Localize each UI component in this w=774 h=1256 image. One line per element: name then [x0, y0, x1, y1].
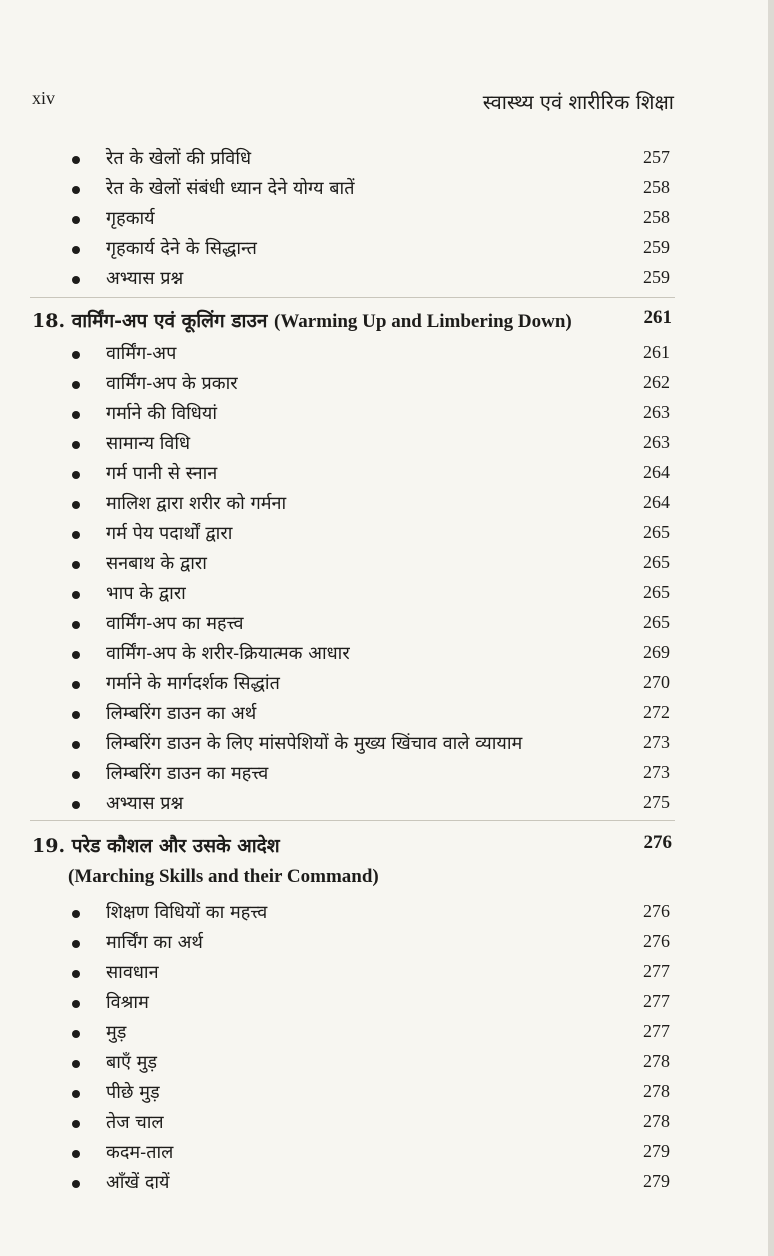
- entry-page-number: 277: [643, 961, 670, 981]
- chapter-title-english: (Warming Up and Limbering Down): [274, 311, 572, 332]
- bullet-icon: [72, 381, 80, 389]
- entry-title: आँखें दायें: [106, 1172, 170, 1193]
- toc-entry: [0, 729, 774, 759]
- chapter-number: 19.: [32, 835, 66, 857]
- entry-title: गर्म पानी से स्नान: [106, 463, 218, 484]
- toc-entry: [0, 519, 774, 549]
- toc-entry: [0, 144, 774, 174]
- toc-entry: [0, 988, 774, 1018]
- toc-entry: [0, 928, 774, 958]
- bullet-icon: [72, 351, 80, 359]
- entry-page-number: 277: [643, 991, 670, 1011]
- entry-page-number: 261: [643, 342, 670, 362]
- chapter-heading: [0, 830, 774, 864]
- entry-title: वार्मिंग-अप: [106, 343, 177, 364]
- entry-title: गर्माने के मार्गदर्शक सिद्धांत: [106, 673, 280, 694]
- chapter-title: [32, 307, 572, 333]
- entry-page-number: 278: [643, 1081, 670, 1101]
- toc-entry: [0, 759, 774, 789]
- chapter-heading: [0, 305, 774, 339]
- bullet-icon: [72, 501, 80, 509]
- bullet-icon: [72, 411, 80, 419]
- entry-page-number: 258: [643, 207, 670, 227]
- entry-page-number: 270: [643, 672, 670, 692]
- entry-title: गृहकार्य: [106, 208, 155, 229]
- divider: [30, 297, 675, 298]
- entry-page-number: 262: [643, 372, 670, 392]
- bullet-icon: [72, 531, 80, 539]
- bullet-icon: [72, 1180, 80, 1188]
- entry-title: गर्माने की विधियां: [106, 403, 217, 424]
- entry-page-number: 263: [643, 432, 670, 452]
- bullet-icon: [72, 651, 80, 659]
- entry-page-number: 276: [643, 901, 670, 921]
- entry-title: गृहकार्य देने के सिद्धान्त: [106, 238, 257, 259]
- toc-entry: [0, 609, 774, 639]
- entry-title: शिक्षण विधियों का महत्त्व: [106, 902, 268, 923]
- toc-entry: [0, 1018, 774, 1048]
- toc-entry: [0, 489, 774, 519]
- entry-title: वार्मिंग-अप के शरीर-क्रियात्मक आधार: [106, 643, 350, 664]
- toc-entry: [0, 958, 774, 988]
- entry-page-number: 259: [643, 237, 670, 257]
- entry-title: अभ्यास प्रश्न: [106, 793, 184, 814]
- entry-page-number: 273: [643, 762, 670, 782]
- entry-title: कदम-ताल: [106, 1142, 174, 1163]
- bullet-icon: [72, 621, 80, 629]
- entry-title: भाप के द्वारा: [106, 583, 186, 604]
- toc-entry: [0, 898, 774, 928]
- toc-entry: [0, 669, 774, 699]
- bullet-icon: [72, 471, 80, 479]
- toc-entry: [0, 789, 774, 819]
- chapter-page-number: 261: [643, 307, 672, 328]
- entry-page-number: 279: [643, 1141, 670, 1161]
- bullet-icon: [72, 1030, 80, 1038]
- bullet-icon: [72, 1060, 80, 1068]
- bullet-icon: [72, 246, 80, 254]
- chapter-page-number: 276: [643, 832, 672, 853]
- divider: [30, 820, 675, 821]
- bullet-icon: [72, 561, 80, 569]
- entry-page-number: 275: [643, 792, 670, 812]
- entry-title: मुड़: [106, 1022, 127, 1043]
- bullet-icon: [72, 970, 80, 978]
- entry-page-number: 259: [643, 267, 670, 287]
- entry-title: मालिश द्वारा शरीर को गर्मना: [106, 493, 287, 514]
- toc-entry: [0, 339, 774, 369]
- bullet-icon: [72, 1120, 80, 1128]
- bullet-icon: [72, 441, 80, 449]
- toc-entry: [0, 1138, 774, 1168]
- toc-entry: [0, 1078, 774, 1108]
- chapter-title-english: (Marching Skills and their Command): [68, 866, 379, 887]
- page-header: [32, 88, 674, 118]
- bullet-icon: [72, 741, 80, 749]
- entry-title: अभ्यास प्रश्न: [106, 268, 184, 289]
- entry-title: वार्मिंग-अप के प्रकार: [106, 373, 238, 394]
- entry-page-number: 269: [643, 642, 670, 662]
- entry-title: विश्राम: [106, 992, 149, 1013]
- entry-page-number: 277: [643, 1021, 670, 1041]
- toc-entry: [0, 639, 774, 669]
- bullet-icon: [72, 1090, 80, 1098]
- chapter-items: [0, 339, 774, 819]
- toc-entry: [0, 429, 774, 459]
- entry-title: बाएँ मुड़: [106, 1052, 158, 1073]
- page-number: xiv: [32, 88, 56, 108]
- entry-title: तेज चाल: [106, 1112, 164, 1133]
- entry-page-number: 265: [643, 582, 670, 602]
- entry-page-number: 264: [643, 492, 670, 512]
- bullet-icon: [72, 940, 80, 948]
- toc-entry: [0, 174, 774, 204]
- toc-entry: [0, 699, 774, 729]
- bullet-icon: [72, 801, 80, 809]
- entry-title: लिम्बरिंग डाउन का अर्थ: [106, 703, 257, 724]
- toc-entry: [0, 1168, 774, 1198]
- entry-title: लिम्बरिंग डाउन का महत्त्व: [106, 763, 269, 784]
- entry-page-number: 278: [643, 1051, 670, 1071]
- entry-title: पीछे मुड़: [106, 1082, 160, 1103]
- entry-page-number: 257: [643, 147, 670, 167]
- toc-entry: [0, 579, 774, 609]
- entry-title: सनबाथ के द्वारा: [106, 553, 207, 574]
- entry-title: मार्चिंग का अर्थ: [106, 932, 203, 953]
- toc-entry: [0, 399, 774, 429]
- entry-title: रेत के खेलों की प्रविधि: [106, 148, 252, 169]
- entry-page-number: 263: [643, 402, 670, 422]
- entry-page-number: 258: [643, 177, 670, 197]
- chapter-title: [32, 832, 280, 858]
- toc-entry: [0, 1048, 774, 1078]
- bullet-icon: [72, 771, 80, 779]
- bullet-icon: [72, 591, 80, 599]
- entry-title: सामान्य विधि: [106, 433, 191, 454]
- bullet-icon: [72, 216, 80, 224]
- bullet-icon: [72, 1000, 80, 1008]
- toc-entry: [0, 1108, 774, 1138]
- entry-page-number: 278: [643, 1111, 670, 1131]
- entry-title: लिम्बरिंग डाउन के लिए मांसपेशियों के मुख्य खिंचाव वाले व्यायाम: [106, 733, 523, 754]
- bullet-icon: [72, 186, 80, 194]
- entry-page-number: 276: [643, 931, 670, 951]
- entry-title: वार्मिंग-अप का महत्त्व: [106, 613, 244, 634]
- bullet-icon: [72, 910, 80, 918]
- toc-entry: [0, 369, 774, 399]
- entry-title: रेत के खेलों संबंधी ध्यान देने योग्य बातें: [106, 178, 355, 199]
- toc-entry: [0, 234, 774, 264]
- book-title: स्वास्थ्य एवं शारीरिक शिक्षा: [482, 90, 674, 114]
- toc-entry: [0, 549, 774, 579]
- entry-page-number: 272: [643, 702, 670, 722]
- entry-title: सावधान: [106, 962, 159, 983]
- toc-chapter-19: [0, 830, 774, 1198]
- bullet-icon: [72, 711, 80, 719]
- entry-page-number: 273: [643, 732, 670, 752]
- toc-chapter-18: [0, 305, 774, 819]
- entry-page-number: 279: [643, 1171, 670, 1191]
- chapter-items: [0, 898, 774, 1198]
- toc-entry: [0, 204, 774, 234]
- entry-page-number: 265: [643, 522, 670, 542]
- chapter-title-hindi: परेड कौशल और उसके आदेश: [71, 835, 280, 857]
- bullet-icon: [72, 681, 80, 689]
- bullet-icon: [72, 1150, 80, 1158]
- toc-entry: [0, 459, 774, 489]
- chapter-subtitle: [0, 864, 774, 898]
- bullet-icon: [72, 276, 80, 284]
- chapter-number: 18.: [32, 310, 66, 332]
- entry-page-number: 265: [643, 612, 670, 632]
- entry-title: गर्म पेय पदार्थों द्वारा: [106, 523, 233, 544]
- toc-entry: [0, 264, 774, 294]
- entry-page-number: 265: [643, 552, 670, 572]
- toc-section-prev: [0, 144, 774, 294]
- chapter-title-hindi: वार्मिंग-अप एवं कूलिंग डाउन: [71, 310, 268, 332]
- bullet-icon: [72, 156, 80, 164]
- entry-page-number: 264: [643, 462, 670, 482]
